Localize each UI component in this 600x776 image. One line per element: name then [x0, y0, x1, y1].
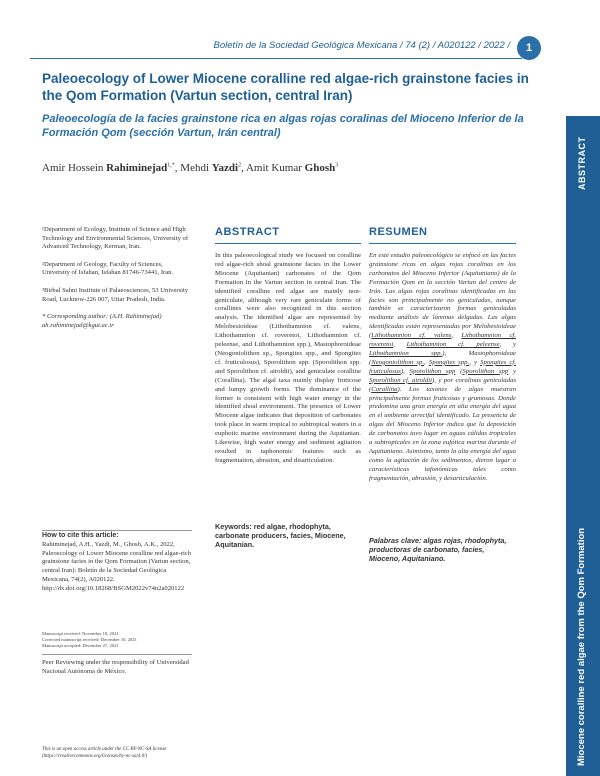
journal-citation-header: Boletín de la Sociedad Geológica Mexicana / 74 (2) / A020122 / 2022 /	[213, 40, 510, 51]
abstract-rule	[215, 243, 361, 244]
author-1: Amir Hossein Rahiminejad$^{1,*}$	[42, 162, 175, 174]
sidebar-section-text: ABSTRACT	[577, 136, 587, 190]
abstract-text: In this paleoecological study we focused on coralline red algae-rich shoal grainstone facies in the Lower Miocene (Aquitanian) carbonates of the Qom Formation in the Vartun section in central Iran. The identified coralline red algae are mainly non-geniculate, although very rare geniculate forms of corallines were also recognized in this section analysis. The identified algae are represented by Melobesioideae (Lithothamnion cf. valens, Lithothamnion cf. roveretoi, Lithothamnion cf. peleense, and Lithothamnion spp.), Mastophoroideae (Neogoniolithon sp., Spongites spp., and Spongites cf. fruticulosus), Sporolithon spp. (Sporolithon spp. and Sporolithon cf. airoldii), and geniculate coralline (Corallina). The algal taxa mainly display fruticose and lumpy growth forms. The dominance of the former is consistent with high water energy in the identified shoal environment. The presence of Lower Miocene algae indicates that deposition of carbonates took place in warm tropical to subtropical waters in a euphotic marine environment during the Aquitanian. Likewise, high water energy and sediment agitation resulted in taphonomic features such as fragmentation, abrasion, and disarticulation.	[215, 252, 361, 464]
resumen-text: En este estudio paleoecológico se enfocó en las facies grainstone ricas en algas rojas coralinas en los carbonatos del Mioceno Inferior (Aquitaniano) de la Formación Qom en la sección Vartun del centro de Irán. Las algas rojas coralinas identificadas en las facies son principalmente no geniculadas, aunque también se caracterizaron formas geniculadas mediante análisis de láminas delgadas. Las algas identificadas están representadas por Melobesioideae (Lithothamnion cf. valens, Lithothamnion cf. roveretoi, Lithothamnion cf. peleense, y Lithothamnion spp.), Mastophoroideae (Neogoniolithon sp., Spongites spp., y Spongites cf. fruticulosus), Sporolithon spp (Sporolithon spp y Sporolithon cf. airoldii), y por coralinas geniculadas (Corallina). Los taxones de algas muestran principalmente formas fruticosas y grumosas. Donde predomina una gran energía en alta energía del agua en el ambiente arrecifal identificado. La presencia de algas del Mioceno Inferior indica que la deposición de carbonatos tuvo lugar en aguas cálidas tropicales a subtropicales en la zona eufótica marina durante el Aquitaniano. Asimismo, tanto la alta energía del agua como la agitación de los sedimentos, dieron lugar a características tafonómicas tales como fragmentación, abrasión, y desarticulación.	[369, 252, 517, 482]
sidebar-section-label	[572, 120, 594, 190]
date-corrected: Corrected manuscript received: December 10, 2021	[42, 637, 137, 642]
resumen-heading: RESUMEN	[369, 226, 428, 238]
author-list: Amir Hossein Rahiminejad$^{1,*}$, Mehdi Yazdi$^2$, Amit Kumar Ghosh$^3$	[42, 162, 339, 174]
how-to-cite	[42, 532, 192, 594]
sidebar-running-title	[572, 410, 594, 770]
license-note: This is an open access article under the CC BY-NC-SA license (https://creativecommons.org/licenses/by-nc-sa/4.0/)	[42, 747, 167, 759]
peer-review-note: Peer Reviewing under the responsibility of Universidad Nacional Autónoma de México.	[42, 659, 189, 675]
resumen-keywords: Palabras clave: algas rojas, rhodophyta, productoras de carbonato, facies, Mioceno, Aquitaniano.	[369, 536, 507, 563]
corresponding-author: * Corresponding author: (A.H. Rahiminejad) ah.rahiminejad@kgut.ac.ir	[42, 313, 162, 329]
peer-rule	[42, 654, 192, 655]
page-number-badge: 1	[517, 36, 541, 60]
resumen-rule	[369, 243, 516, 244]
abstract-keywords: Keywords: red algae, rhodophyta, carbonate producers, facies, Miocene, Aquitanian.	[215, 522, 346, 549]
how-to-cite-heading: How to cite this article:	[42, 532, 119, 539]
header-rule	[30, 58, 522, 59]
date-accepted: Manuscript accepted: December 27, 2021	[42, 643, 119, 648]
how-to-cite-text: Rahiminejad, A.H., Yazdi, M., Ghosh, A.K., 2022, Paleoecology of Lower Miocene coralline red algae-rich grainstone facies in the Qom Formation (Vartun section, central Iran): Boletín de la Sociedad Geológica Mexicana, 74(2), A020122. http://dx.doi.org/10.18268/BSGM2022v74n2a020122	[42, 540, 192, 592]
author-2: Mehdi Yazdi$^2$	[180, 162, 242, 174]
cite-rule	[42, 530, 192, 531]
sidebar-running-title-text: Miocene coralline red algae from the Qom Formation	[576, 527, 587, 766]
affiliation-2: ²Department of Geology, Faculty of Sciences, University of Isfahan, Isfahan 81746-73441, Iran.	[42, 260, 174, 277]
article-title: Paleoecology of Lower Miocene coralline red algae-rich grainstone facies in the Qom Formation (Vartun section, central Iran)	[42, 71, 529, 103]
date-received: Manuscript received: November 18, 2021	[42, 631, 119, 636]
article-title-spanish: Paleoecología de la facies grainstone rica en algas rojas coralinas del Mioceno Inferior de la Formación Qom (sección Vartun, Irán central)	[42, 113, 524, 139]
affiliation-3: ³Birbal Sahni Institute of Palaeosciences, 53 University Road, Lucknow-226 007, Uttar Pradesh, India.	[42, 286, 189, 303]
abstract-heading: ABSTRACT	[215, 226, 280, 238]
manuscript-dates	[42, 631, 192, 649]
affiliation-1: ¹Department of Ecology, Institute of Science and High Technology and Environmental Sciences, University of Advanced Technology, Kerman, Iran.	[42, 226, 189, 251]
author-3: Amit Kumar Ghosh$^3$	[245, 162, 339, 174]
affiliations	[42, 226, 192, 339]
